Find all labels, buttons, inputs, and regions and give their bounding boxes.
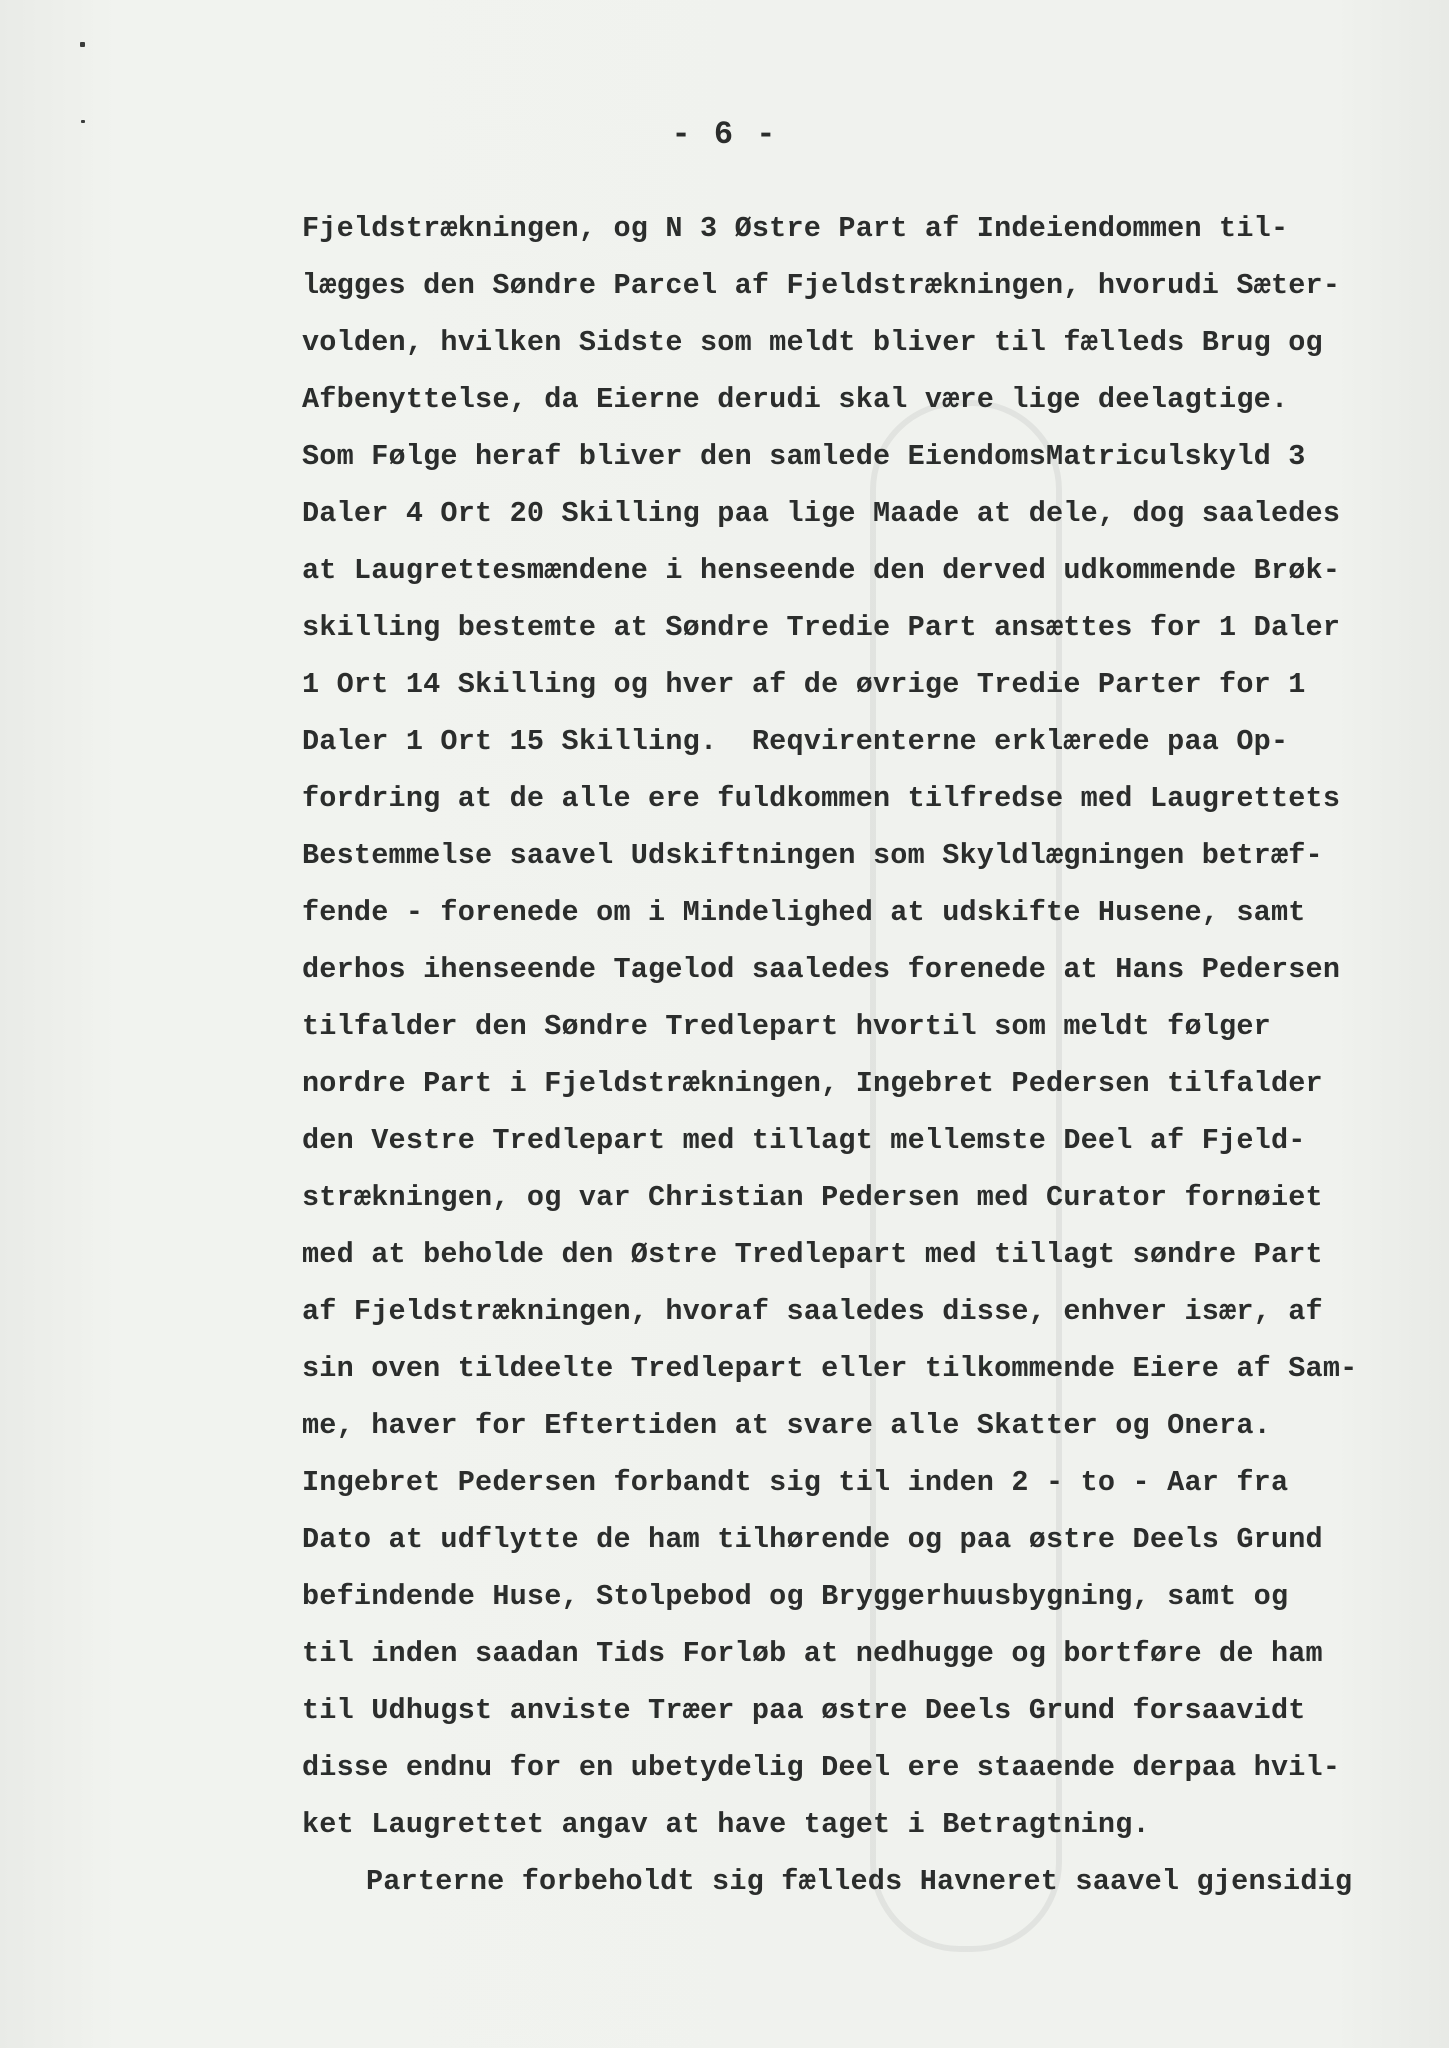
text-line: befindende Huse, Stolpebod og Bryggerhuusbygning, samt og (302, 1580, 1289, 1613)
text-line: derhos ihenseende Tagelod saaledes forenede at Hans Pedersen (302, 953, 1341, 986)
text-line: disse endnu for en ubetydelig Deel ere staaende derpaa hvil- (302, 1751, 1341, 1784)
text-line: Afbenyttelse, da Eierne derudi skal være lige deelagtige. (302, 383, 1289, 416)
page-number: - 6 - (671, 116, 778, 153)
text-line: fende - forenede om i Mindelighed at udskifte Husene, samt (302, 896, 1306, 929)
text-line: Bestemmelse saavel Udskiftningen som Skyldlægningen betræf- (302, 839, 1323, 872)
text-line: me, haver for Eftertiden at svare alle Skatter og Onera. (302, 1409, 1271, 1442)
text-line: lægges den Søndre Parcel af Fjeldstrækningen, hvorudi Sæter- (302, 269, 1341, 302)
text-line: Daler 1 Ort 15 Skilling. Reqvirenterne erklærede paa Op- (302, 725, 1289, 758)
text-line: volden, hvilken Sidste som meldt bliver til fælleds Brug og (302, 326, 1323, 359)
text-line: Som Følge heraf bliver den samlede EiendomsMatriculskyld 3 (302, 440, 1306, 473)
text-line: strækningen, og var Christian Pedersen med Curator fornøiet (302, 1181, 1323, 1214)
text-line: Fjeldstrækningen, og N 3 Østre Part af Indeiendommen til- (302, 212, 1289, 245)
typed-body-text (302, 200, 1382, 1910)
text-line: Dato at udflytte de ham tilhørende og paa østre Deels Grund (302, 1523, 1323, 1556)
text-line: 1 Ort 14 Skilling og hver af de øvrige Tredie Parter for 1 (302, 668, 1306, 701)
text-line: ket Laugrettet angav at have taget i Betragtning. (302, 1808, 1150, 1841)
text-line: Ingebret Pedersen forbandt sig til inden 2 - to - Aar fra (302, 1466, 1289, 1499)
text-line: skilling bestemte at Søndre Tredie Part ansættes for 1 Daler (302, 611, 1341, 644)
margin-mark (80, 42, 85, 47)
text-line: af Fjeldstrækningen, hvoraf saaledes disse, enhver især, af (302, 1295, 1323, 1328)
text-line: den Vestre Tredlepart med tillagt mellemste Deel af Fjeld- (302, 1124, 1306, 1157)
text-line: nordre Part i Fjeldstrækningen, Ingebret Pedersen tilfalder (302, 1067, 1323, 1100)
text-line: sin oven tildeelte Tredlepart eller tilkommende Eiere af Sam- (302, 1352, 1358, 1385)
text-line: at Laugrettesmændene i henseende den derved udkommende Brøk- (302, 554, 1341, 587)
text-line: til inden saadan Tids Forløb at nedhugge og bortføre de ham (302, 1637, 1323, 1670)
text-line: med at beholde den Østre Tredlepart med tillagt søndre Part (302, 1238, 1323, 1271)
text-line-paragraph-start: Parterne forbeholdt sig fælleds Havneret saavel gjensidig (366, 1865, 1353, 1898)
text-line: tilfalder den Søndre Tredlepart hvortil som meldt følger (302, 1010, 1271, 1043)
text-line: Daler 4 Ort 20 Skilling paa lige Maade at dele, dog saaledes (302, 497, 1341, 530)
text-line: til Udhugst anviste Træer paa østre Deels Grund forsaavidt (302, 1694, 1306, 1727)
text-line: fordring at de alle ere fuldkommen tilfredse med Laugrettets (302, 782, 1341, 815)
